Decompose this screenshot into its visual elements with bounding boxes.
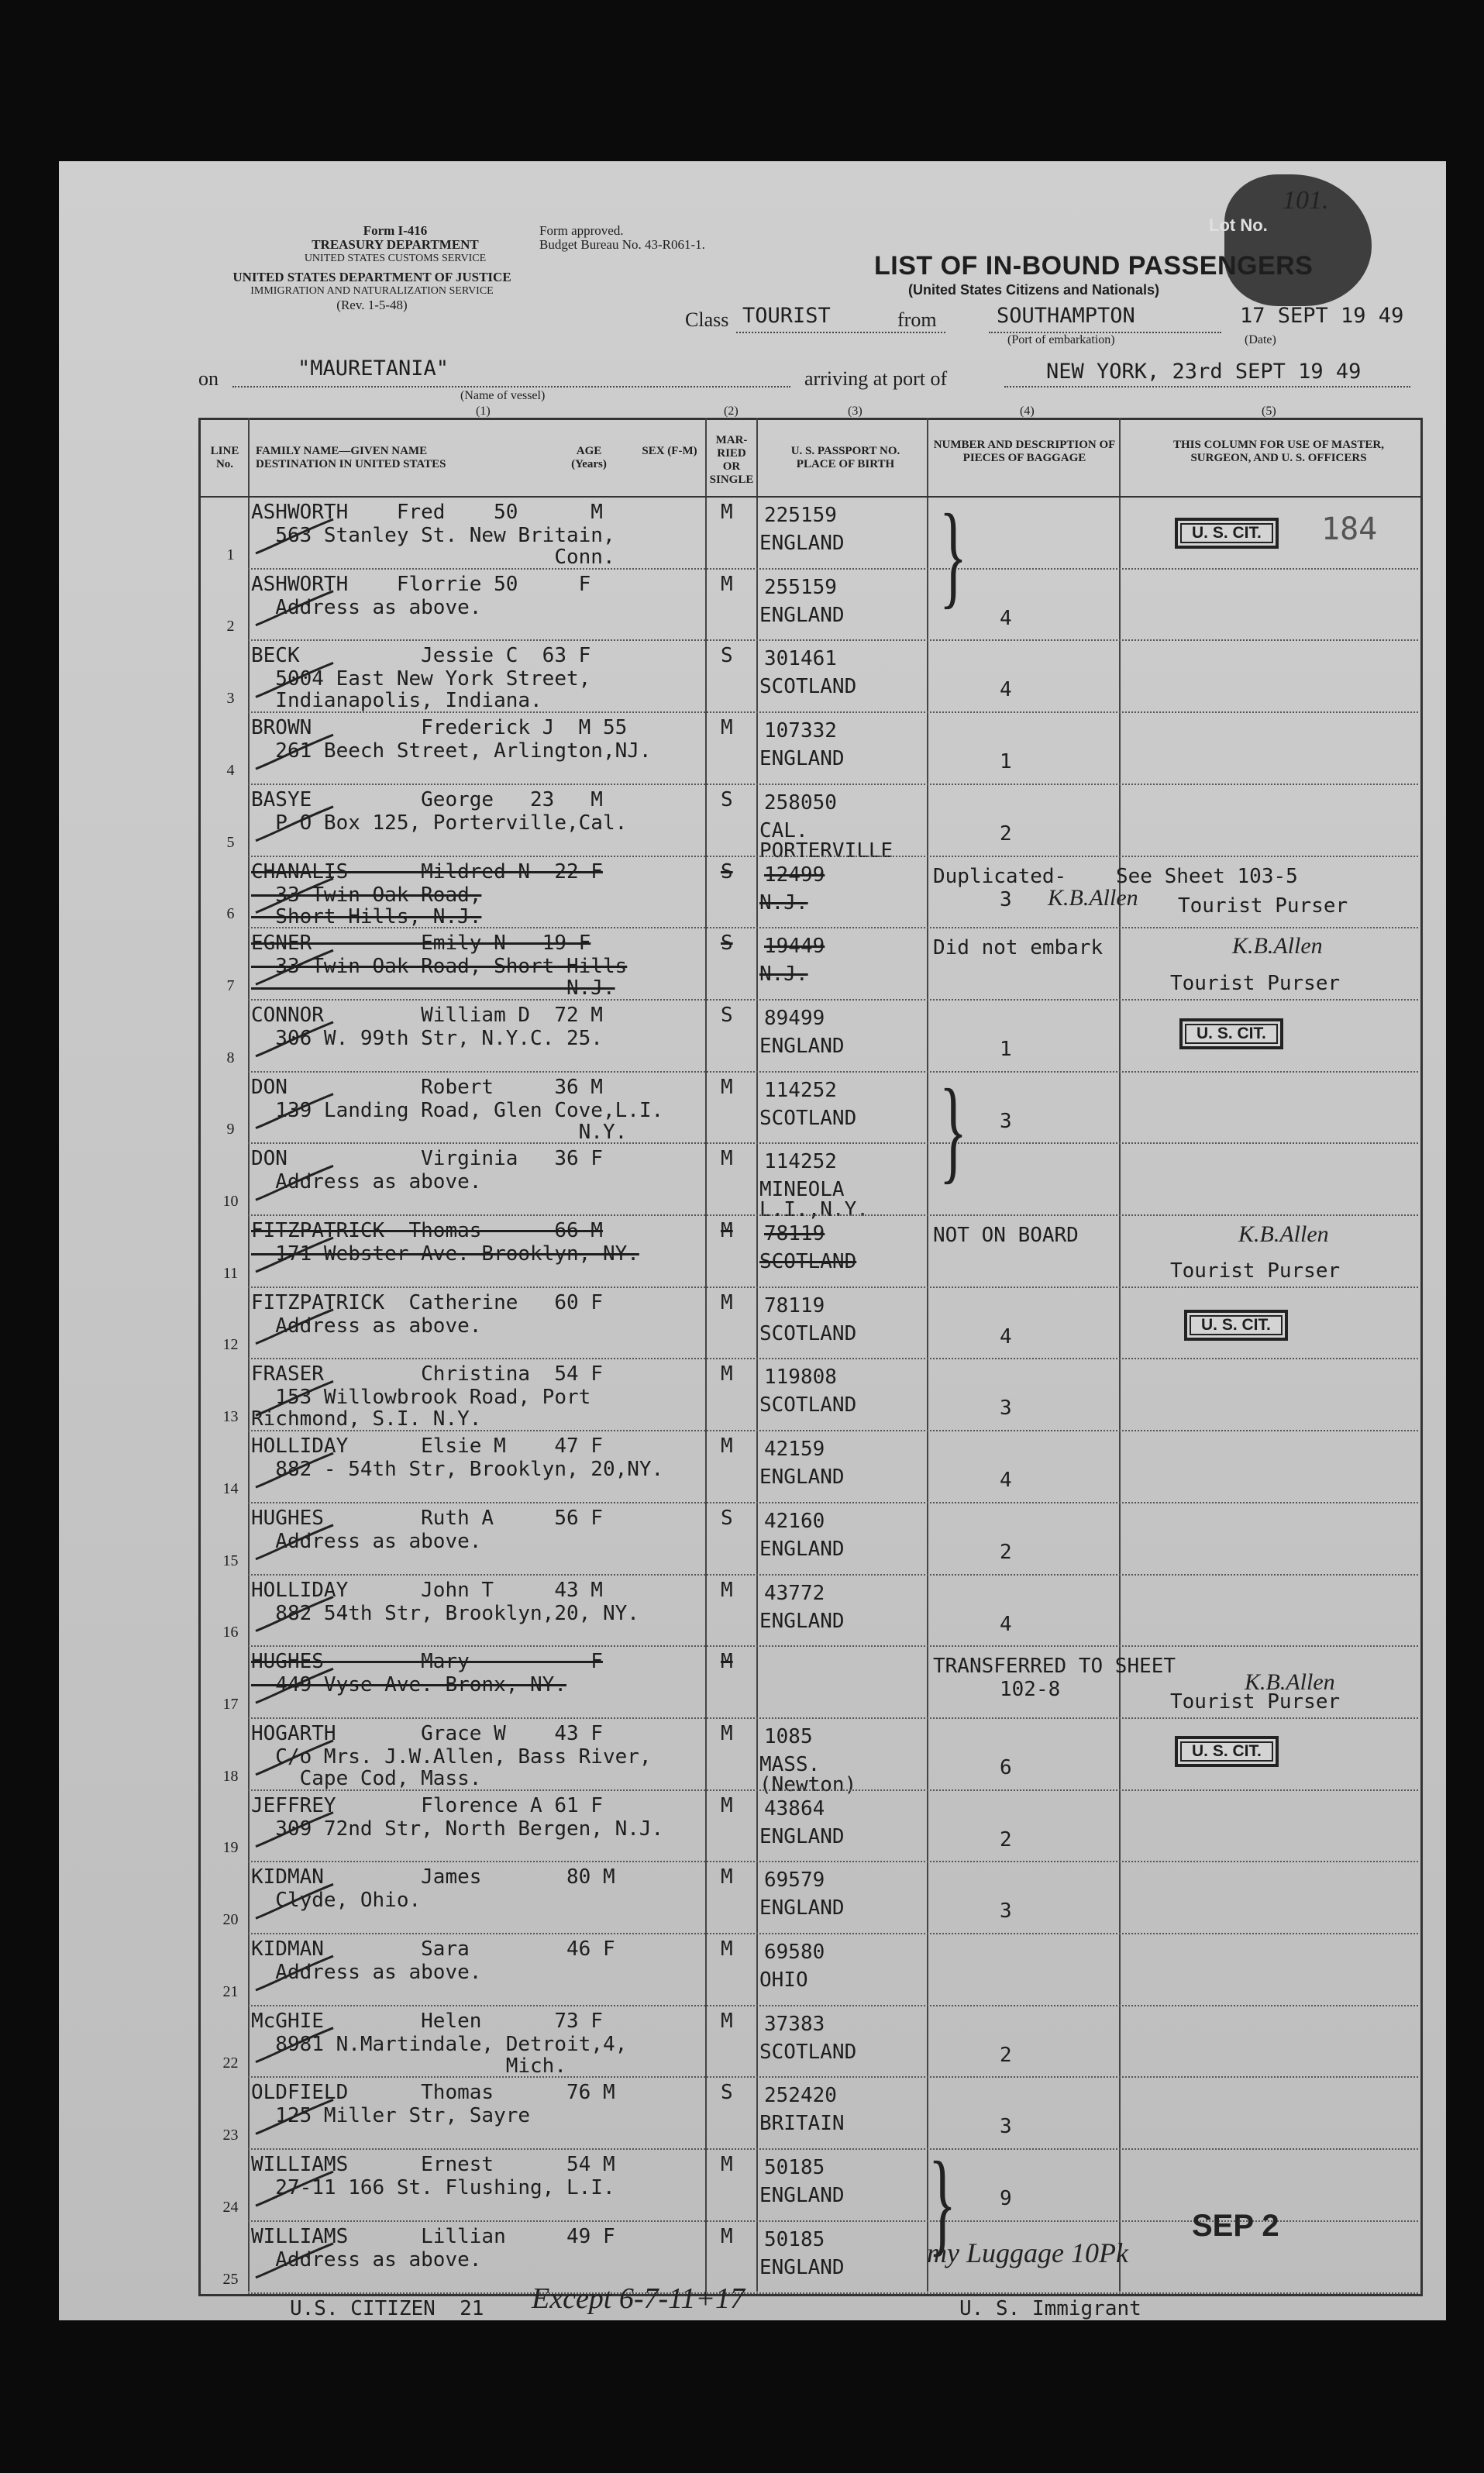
row-divider — [248, 1071, 1418, 1073]
marital-status: M — [721, 1147, 733, 1171]
birth-place: ENGLAND — [759, 1466, 845, 1490]
col-divider — [705, 418, 707, 2292]
arriving-label: arriving at port of — [804, 367, 948, 390]
col-header-married: MAR-RIED OR SINGLE — [709, 434, 754, 486]
budget-bureau: Budget Bureau No. 43-R061-1. — [539, 237, 705, 252]
birth-place: CAL. — [759, 818, 808, 842]
baggage-count: 2 — [1000, 1540, 1012, 1564]
line-number: 5 — [226, 833, 235, 851]
passport-number: 19449 — [764, 935, 825, 959]
marital-status: M — [721, 716, 733, 740]
row-divider — [248, 2076, 1418, 2078]
row-divider — [248, 711, 1418, 713]
line-number: 1 — [226, 546, 235, 563]
embark-date: 17 SEPT 19 49 — [1240, 304, 1404, 328]
passenger-name: KIDMAN Sara 46 F — [251, 1937, 615, 1961]
passport-number: 107332 — [764, 719, 837, 743]
passport-number: 43772 — [764, 1581, 825, 1605]
row-divider — [248, 1286, 1418, 1288]
col-header-sex: SEX (F-M) — [642, 445, 697, 457]
marital-status: S — [721, 859, 733, 883]
marital-status: S — [721, 1003, 733, 1027]
line-number: 8 — [226, 1049, 235, 1066]
passenger-address: P O Box 125, Porterville,Cal. — [251, 811, 628, 835]
birth-place: ENGLAND — [759, 532, 845, 555]
document-title: LIST OF IN-BOUND PASSENGERS — [874, 251, 1314, 281]
birth-place: ENGLAND — [759, 2255, 845, 2279]
baggage-count: 9 — [1000, 2187, 1012, 2211]
birth-place: BRITAIN — [759, 2112, 845, 2136]
officer-note: Tourist Purser — [1178, 894, 1348, 918]
passport-number: 42159 — [764, 1438, 825, 1462]
col2-caption: (2) — [724, 405, 739, 418]
passenger-name: KIDMAN James 80 M — [251, 1865, 615, 1889]
vessel-caption: (Name of vessel) — [460, 389, 546, 402]
line-number: 18 — [222, 1767, 239, 1785]
birth-place: SCOTLAND — [759, 2040, 857, 2064]
passenger-name: HUGHES Ruth A 56 F — [251, 1506, 603, 1530]
baggage-count: 1 — [1000, 1037, 1012, 1061]
form-approved: Form approved. — [539, 223, 624, 238]
birth-place: ENGLAND — [759, 747, 845, 771]
passenger-address-cont: Conn. — [251, 546, 615, 569]
birth-place-cont: (Newton) — [759, 1772, 857, 1796]
birth-place: SCOTLAND — [759, 1106, 857, 1130]
line-number: 13 — [222, 1408, 239, 1426]
class-label: Class — [685, 308, 729, 331]
row-divider — [248, 1142, 1418, 1144]
marital-status: M — [721, 1650, 733, 1674]
passenger-address: 33 Twin Oak Road, Short Hills — [251, 955, 628, 979]
baggage-count: 102-8 — [1000, 1678, 1061, 1702]
passenger-address: 309 72nd Str, North Bergen, N.J. — [251, 1817, 664, 1841]
passenger-name: CHANALIS Mildred N 22 F — [251, 859, 603, 883]
baggage-count: 2 — [1000, 2043, 1012, 2067]
header-rule — [198, 496, 1423, 498]
col1-caption: (1) — [476, 405, 491, 418]
footer-citizen-count: U.S. CITIZEN 21 — [290, 2297, 484, 2320]
baggage-count: Did not embark — [933, 936, 1104, 960]
line-number: 6 — [226, 905, 235, 923]
col-header-line: LINE No. — [210, 445, 239, 470]
passport-number: 50185 — [764, 2227, 825, 2251]
passenger-name: FITZPATRICK Catherine 60 F — [251, 1290, 603, 1314]
marital-status: M — [721, 1721, 733, 1745]
col-header-age: AGE (Years) — [571, 445, 607, 470]
passenger-address: Address as above. — [251, 1529, 482, 1553]
marital-status: S — [721, 787, 733, 811]
passenger-name: HOLLIDAY John T 43 M — [251, 1578, 603, 1602]
passenger-name: DON Robert 36 M — [251, 1075, 603, 1099]
line-number: 25 — [222, 2270, 239, 2288]
line-number: 14 — [222, 1479, 239, 1497]
baggage-count: NOT ON BOARD — [933, 1224, 1079, 1247]
treasury-dept: TREASURY DEPARTMENT — [312, 237, 479, 252]
baggage-count: 6 — [1000, 1755, 1012, 1779]
passport-number: 114252 — [764, 1150, 837, 1174]
row-divider — [248, 2005, 1418, 2006]
passenger-address: 5004 East New York Street, — [251, 667, 591, 691]
footer-immigrant: U. S. Immigrant — [959, 2297, 1141, 2320]
row-divider — [248, 1645, 1418, 1647]
passenger-address-cont: Richmond, S.I. N.Y. — [251, 1407, 482, 1431]
passport-number: 42160 — [764, 1509, 825, 1533]
baggage-count: 4 — [1000, 1469, 1012, 1493]
passport-number: 78119 — [764, 1293, 825, 1317]
passenger-name: CONNOR William D 72 M — [251, 1003, 603, 1027]
line-number: 7 — [226, 976, 235, 994]
passenger-address-cont: N.J. — [251, 976, 615, 1001]
passenger-name: BASYE George 23 M — [251, 787, 603, 811]
row-divider — [248, 784, 1418, 785]
passenger-address-cont: Short Hills, N.J. — [251, 904, 482, 928]
officer-note: Tourist Purser — [1170, 1259, 1341, 1283]
birth-place: ENGLAND — [759, 1824, 845, 1848]
passenger-name: ASHWORTH Florrie 50 F — [251, 572, 591, 596]
passenger-name: BECK Jessie C 63 F — [251, 644, 591, 668]
baggage-count: 4 — [1000, 1612, 1012, 1636]
passenger-name: McGHIE Helen 73 F — [251, 2009, 603, 2033]
officer-note: Tourist Purser — [1170, 972, 1341, 996]
row-divider — [248, 1861, 1418, 1862]
date-caption: (Date) — [1245, 333, 1276, 346]
col4-caption: (4) — [1020, 405, 1035, 418]
col-header-passport: U. S. PASSPORT NO. PLACE OF BIRTH — [790, 445, 900, 470]
vessel-underline — [232, 386, 790, 387]
customs-service: UNITED STATES CUSTOMS SERVICE — [304, 253, 487, 264]
us-cit-stamp: U. S. CIT. — [1179, 1018, 1283, 1049]
birth-place: ENGLAND — [759, 1537, 845, 1561]
passenger-name: FRASER Christina 54 F — [251, 1362, 603, 1386]
line-number: 22 — [222, 2055, 239, 2072]
birth-place: N.J. — [759, 890, 808, 914]
passport-number: 78119 — [764, 1222, 825, 1245]
row-divider — [248, 927, 1418, 928]
line-number: 15 — [222, 1552, 239, 1569]
col5-caption: (5) — [1262, 405, 1276, 418]
passenger-name: EGNER Emily N 19 F — [251, 932, 591, 956]
passenger-address: 563 Stanley St. New Britain, — [251, 524, 615, 547]
passport-number: 69579 — [764, 1869, 825, 1893]
officer-note: See Sheet 103-5 — [1116, 864, 1298, 888]
baggage-count: 2 — [1000, 821, 1012, 846]
group-brace: } — [939, 1066, 967, 1194]
passenger-name: DON Virginia 36 F — [251, 1147, 603, 1171]
line-number: 23 — [222, 2127, 239, 2144]
purser-signature: K.B.Allen — [1232, 933, 1323, 959]
passenger-name: HOLLIDAY Elsie M 47 F — [251, 1435, 603, 1459]
passenger-address-cont: Mich. — [251, 2054, 566, 2078]
form-revision: (Rev. 1-5-48) — [336, 298, 408, 312]
marital-status: M — [721, 1290, 733, 1314]
arrival-underline — [1004, 386, 1410, 387]
baggage-count: 3 — [1000, 2115, 1012, 2139]
officer-note: Tourist Purser — [1170, 1690, 1341, 1714]
birth-place: SCOTLAND — [759, 1250, 857, 1273]
marital-status: S — [721, 644, 733, 668]
marital-status: M — [721, 1793, 733, 1817]
line-number: 20 — [222, 1911, 239, 1928]
baggage-count: 4 — [1000, 606, 1012, 630]
count-184: 184 — [1321, 511, 1378, 547]
line-number: 17 — [222, 1695, 239, 1713]
passenger-address: Address as above. — [251, 1170, 482, 1194]
group-brace: } — [939, 491, 967, 619]
marital-status: M — [721, 1578, 733, 1602]
line-number: 10 — [222, 1193, 239, 1210]
passenger-name: FITZPATRICK Thomas 66 M — [251, 1219, 603, 1242]
col-header-baggage: NUMBER AND DESCRIPTION OF PIECES OF BAGGAGE — [933, 439, 1116, 464]
row-divider — [248, 1574, 1418, 1576]
col-divider — [248, 418, 250, 2292]
line-number: 12 — [222, 1336, 239, 1354]
birth-place: N.J. — [759, 963, 808, 987]
passenger-name: WILLIAMS Lillian 49 F — [251, 2224, 615, 2248]
form-number: Form I-416 — [363, 223, 428, 238]
purser-signature: K.B.Allen — [1238, 1221, 1329, 1247]
row-divider — [248, 639, 1418, 641]
marital-status: M — [721, 1937, 733, 1961]
passenger-name: WILLIAMS Ernest 54 M — [251, 2153, 615, 2177]
row-divider — [248, 1358, 1418, 1359]
row-divider — [248, 568, 1418, 570]
passenger-name: JEFFREY Florence A 61 F — [251, 1793, 603, 1817]
baggage-count: 1 — [1000, 750, 1012, 774]
row-divider — [248, 1717, 1418, 1719]
birth-place: ENGLAND — [759, 2184, 845, 2208]
baggage-count: 3 — [1000, 1900, 1012, 1924]
line-number: 4 — [226, 761, 235, 779]
col-divider — [1119, 418, 1121, 2292]
passenger-address: Address as above. — [251, 2247, 482, 2272]
baggage-count: 3 — [1000, 887, 1012, 911]
passenger-address: 8981 N.Martindale, Detroit,4, — [251, 2032, 628, 2056]
passport-number: 255159 — [764, 575, 837, 599]
baggage-count: TRANSFERRED TO SHEET — [933, 1655, 1176, 1679]
row-divider — [248, 1430, 1418, 1431]
passport-number: 1085 — [764, 1724, 813, 1748]
passenger-address: 449 Vyse Ave. Bronx, NY. — [251, 1673, 566, 1697]
passenger-address: Address as above. — [251, 1961, 482, 1984]
justice-dept: UNITED STATES DEPARTMENT OF JUSTICE — [232, 270, 511, 284]
passenger-name: HOGARTH Grace W 43 F — [251, 1721, 603, 1745]
passenger-name: ASHWORTH Fred 50 M — [251, 501, 603, 524]
birth-place: ENGLAND — [759, 1896, 845, 1920]
passport-number: 225159 — [764, 504, 837, 527]
passport-number: 43864 — [764, 1796, 825, 1820]
passenger-address: 125 Miller Str, Sayre — [251, 2104, 531, 2128]
passenger-address-cont: Cape Cod, Mass. — [251, 1766, 482, 1790]
marital-status: M — [721, 1075, 733, 1099]
marital-status: S — [721, 2081, 733, 2105]
passenger-address: 33 Twin Oak Road, — [251, 883, 482, 907]
col-header-officers: THIS COLUMN FOR USE OF MASTER, SURGEON, AND U. S. OFFICERS — [1173, 439, 1384, 464]
col-header-name: FAMILY NAME—GIVEN NAME DESTINATION IN UNITED STATES — [256, 445, 446, 470]
passenger-address: Address as above. — [251, 1314, 482, 1338]
lot-label: Lot No. — [1209, 215, 1268, 235]
purser-signature: K.B.Allen — [1245, 1669, 1335, 1695]
passport-number: 252420 — [764, 2084, 837, 2108]
line-number: 11 — [222, 1264, 239, 1282]
marital-status: S — [721, 1506, 733, 1530]
baggage-count: 2 — [1000, 1827, 1012, 1851]
ins-service: IMMIGRATION AND NATURALIZATION SERVICE — [250, 285, 494, 297]
arrival-port-date: NEW YORK, 23rd SEPT 19 49 — [1046, 360, 1362, 384]
group-brace: } — [928, 2138, 956, 2267]
us-cit-stamp: U. S. CIT. — [1175, 1736, 1279, 1767]
class-underline — [736, 332, 945, 333]
birth-place: SCOTLAND — [759, 675, 857, 699]
baggage-count: 4 — [1000, 1324, 1012, 1348]
passenger-address: C/o Mrs. J.W.Allen, Bass River, — [251, 1745, 652, 1769]
row-divider — [248, 1933, 1418, 1934]
line-number: 19 — [222, 1839, 239, 1857]
row-divider — [248, 1502, 1418, 1503]
on-label: on — [198, 367, 219, 390]
row-divider — [248, 999, 1418, 1001]
passport-number: 50185 — [764, 2156, 825, 2180]
document-subtitle: (United States Citizens and Nationals) — [908, 282, 1160, 298]
row-divider — [248, 856, 1418, 857]
passenger-name: BROWN Frederick J M 55 — [251, 716, 628, 740]
passport-number: 69580 — [764, 1941, 825, 1964]
birth-place: MINEOLA — [759, 1178, 845, 1202]
col-divider — [756, 418, 758, 2292]
passport-number: 114252 — [764, 1078, 837, 1102]
marital-status: M — [721, 2224, 733, 2248]
row-divider — [248, 1214, 1418, 1216]
line-number: 3 — [226, 690, 235, 708]
marital-status: M — [721, 1362, 733, 1386]
passenger-address: Address as above. — [251, 595, 482, 619]
baggage-count: Duplicated- — [933, 864, 1067, 888]
passenger-name: HUGHES Mary F — [251, 1650, 603, 1674]
baggage-note: my Luggage 10Pk — [927, 2237, 1128, 2268]
passenger-address-cont: Indianapolis, Indiana. — [251, 689, 542, 713]
passenger-address: 882 54th Str, Brooklyn,20, NY. — [251, 1601, 639, 1625]
marital-status: M — [721, 572, 733, 596]
embark-port: SOUTHAMPTON — [997, 304, 1135, 328]
marital-status: M — [721, 501, 733, 524]
marital-status: M — [721, 2009, 733, 2033]
passport-number: 119808 — [764, 1366, 837, 1390]
birth-place: OHIO — [759, 1968, 808, 1992]
row-divider — [248, 1789, 1418, 1791]
passport-number: 301461 — [764, 647, 837, 671]
passenger-address: Clyde, Ohio. — [251, 1889, 422, 1913]
birth-place-cont: PORTERVILLE — [759, 839, 893, 863]
passenger-address: 882 - 54th Str, Brooklyn, 20,NY. — [251, 1458, 664, 1482]
baggage-count: 3 — [1000, 1109, 1012, 1133]
marital-status: S — [721, 932, 733, 956]
row-divider — [248, 2148, 1418, 2150]
row-divider — [248, 2292, 1418, 2294]
passport-number: 89499 — [764, 1006, 825, 1030]
passenger-address: 139 Landing Road, Glen Cove,L.I. — [251, 1098, 664, 1122]
date-stamp: SEP 2 — [1192, 2209, 1279, 2243]
line-number: 24 — [222, 2198, 239, 2216]
passport-number: 258050 — [764, 790, 837, 815]
line-number: 16 — [222, 1624, 239, 1641]
birth-place-cont: L.I.,N.Y. — [759, 1198, 869, 1222]
us-cit-stamp: U. S. CIT. — [1184, 1310, 1288, 1341]
passenger-address: 261 Beech Street, Arlington,NJ. — [251, 739, 652, 763]
passenger-name: OLDFIELD Thomas 76 M — [251, 2081, 615, 2105]
birth-place: ENGLAND — [759, 1609, 845, 1633]
birth-place: ENGLAND — [759, 603, 845, 627]
line-number: 21 — [222, 1982, 239, 2000]
passenger-address: 171 Webster Ave. Brooklyn, NY. — [251, 1242, 639, 1266]
col-divider — [927, 418, 928, 2292]
marital-status: M — [721, 1219, 733, 1242]
class-value: TOURIST — [742, 304, 831, 328]
passport-number: 12499 — [764, 863, 825, 887]
birth-place: SCOTLAND — [759, 1393, 857, 1417]
us-cit-stamp: U. S. CIT. — [1175, 518, 1279, 549]
line-number: 2 — [226, 618, 235, 635]
passenger-address: 27-11 166 St. Flushing, L.I. — [251, 2176, 615, 2200]
lot-number: 101. — [1283, 186, 1329, 215]
marital-status: M — [721, 1865, 733, 1889]
baggage-count: 3 — [1000, 1397, 1012, 1421]
passport-number: 37383 — [764, 2012, 825, 2036]
col3-caption: (3) — [848, 405, 863, 418]
vessel-name: "MAURETANIA" — [298, 356, 449, 381]
birth-place: MASS. — [759, 1752, 821, 1776]
passenger-address: 306 W. 99th Str, N.Y.C. 25. — [251, 1026, 603, 1050]
passenger-address: 153 Willowbrook Road, Port — [251, 1386, 591, 1410]
line-number: 9 — [226, 1121, 235, 1138]
marital-status: M — [721, 1435, 733, 1459]
baggage-count: 4 — [1000, 678, 1012, 702]
marital-status: M — [721, 2153, 733, 2177]
from-label: from — [897, 308, 937, 331]
passenger-address-cont: N.Y. — [251, 1120, 628, 1144]
exception-note: Except 6-7-11+17 — [532, 2282, 745, 2315]
birth-place: SCOTLAND — [759, 1321, 857, 1345]
birth-place: ENGLAND — [759, 1034, 845, 1058]
purser-signature: K.B.Allen — [1048, 885, 1138, 911]
port-caption: (Port of embarkation) — [1007, 333, 1115, 346]
